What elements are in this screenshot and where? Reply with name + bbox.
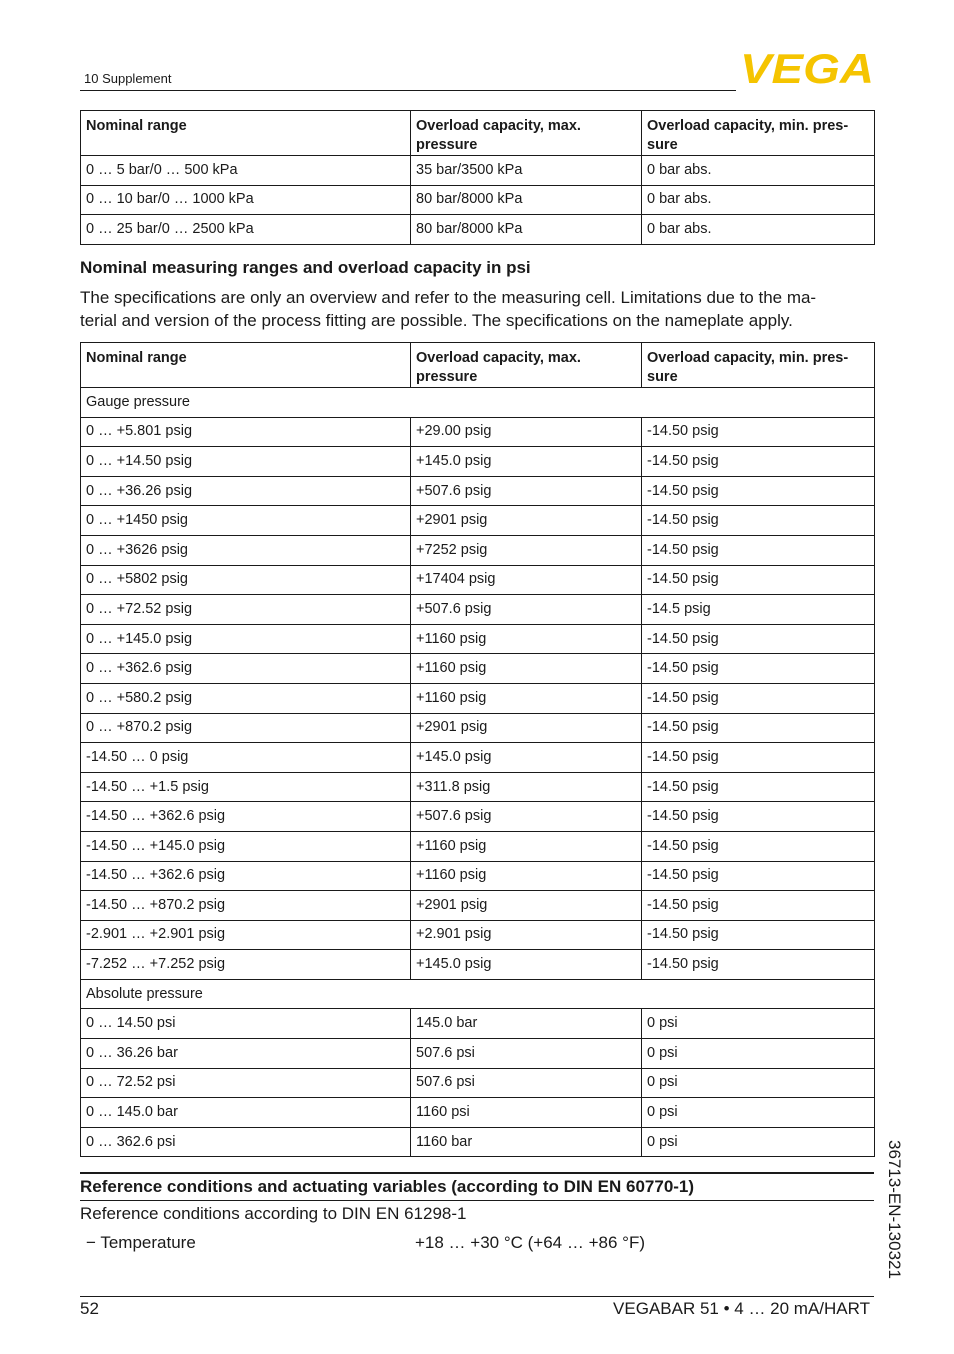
overload-min-cell: 0 bar abs. — [642, 185, 875, 215]
document-id: 36713-EN-130321 — [885, 1140, 904, 1279]
overload-max-cell: +145.0 psig — [411, 447, 642, 477]
nominal-range-cell: 0 … 145.0 bar — [81, 1098, 411, 1128]
overload-max-cell: +1160 psig — [411, 624, 642, 654]
table-header-row — [81, 111, 875, 156]
table-row — [81, 831, 875, 861]
overload-max-cell: +2.901 psig — [411, 920, 642, 950]
overload-min-cell: 0 psi — [642, 1039, 875, 1069]
overload-max-cell: +507.6 psig — [411, 476, 642, 506]
overload-min-cell: -14.50 psig — [642, 624, 875, 654]
nominal-range-cell: 0 … 36.26 bar — [81, 1039, 411, 1069]
table-row — [81, 565, 875, 595]
table-row — [81, 713, 875, 743]
overload-max-cell: +145.0 psig — [411, 743, 642, 773]
nominal-range-cell: 0 … +362.6 psig — [81, 654, 411, 684]
overload-max-cell: +1160 psig — [411, 861, 642, 891]
overload-max-cell: 35 bar/3500 kPa — [411, 156, 642, 186]
overload-max-cell: +311.8 psig — [411, 772, 642, 802]
overload-max-cell: +1160 psig — [411, 683, 642, 713]
header-rule — [80, 90, 736, 91]
table-row — [81, 624, 875, 654]
reference-rule-top — [80, 1172, 874, 1174]
nominal-range-cell: 0 … 362.6 psi — [81, 1127, 411, 1157]
overload-min-cell: -14.50 psig — [642, 831, 875, 861]
overload-min-cell: 0 bar abs. — [642, 156, 875, 186]
nominal-range-cell: 0 … 10 bar/0 … 1000 kPa — [81, 185, 411, 215]
reference-subheading: Reference conditions according to DIN EN 61298-1 — [80, 1204, 467, 1223]
nominal-range-header: Nominal range — [81, 343, 411, 388]
group-row-absolute — [81, 979, 875, 1009]
overload-min-cell: -14.50 psig — [642, 417, 875, 447]
overload-max-header: Overload capacity, max. pressure — [411, 343, 642, 388]
table-row — [81, 743, 875, 773]
overload-max-cell: +1160 psig — [411, 831, 642, 861]
overload-min-cell: -14.50 psig — [642, 713, 875, 743]
overload-max-header: Overload capacity, max. pressure — [411, 111, 642, 156]
overload-max-cell: +1160 psig — [411, 654, 642, 684]
overload-min-cell: -14.50 psig — [642, 920, 875, 950]
page-number: 52 — [80, 1299, 99, 1318]
overload-max-cell: +507.6 psig — [411, 595, 642, 625]
nominal-range-cell: 0 … +36.26 psig — [81, 476, 411, 506]
overload-min-cell: -14.50 psig — [642, 772, 875, 802]
overload-max-cell: 1160 psi — [411, 1098, 642, 1128]
footer-rule — [80, 1296, 874, 1297]
overload-min-cell: 0 bar abs. — [642, 215, 875, 245]
table-row — [81, 654, 875, 684]
table-row — [81, 802, 875, 832]
overload-max-cell: +2901 psig — [411, 506, 642, 536]
temperature-value: +18 … +30 °C (+64 … +86 °F) — [415, 1233, 645, 1252]
overload-max-cell: 145.0 bar — [411, 1009, 642, 1039]
absolute-pressure-label: Absolute pressure — [81, 979, 875, 1009]
overload-min-cell: -14.50 psig — [642, 802, 875, 832]
psi-paragraph-line-2: terial and version of the process fitting are possible. The specifications on the nameplate apply. — [80, 311, 793, 330]
table-row — [81, 417, 875, 447]
overload-max-cell: 507.6 psi — [411, 1039, 642, 1069]
overload-min-cell: 0 psi — [642, 1009, 875, 1039]
overload-min-cell: 0 psi — [642, 1098, 875, 1128]
temperature-label: − Temperature — [86, 1233, 196, 1252]
nominal-range-cell: 0 … +5802 psig — [81, 565, 411, 595]
overload-min-cell: -14.50 psig — [642, 654, 875, 684]
overload-min-cell: -14.50 psig — [642, 891, 875, 921]
vega-logo-text: VEGA — [740, 50, 874, 86]
overload-min-cell: -14.50 psig — [642, 683, 875, 713]
overload-min-header: Overload capacity, min. pres-sure — [642, 343, 875, 388]
psi-paragraph — [80, 286, 874, 332]
nominal-range-cell: -14.50 … +870.2 psig — [81, 891, 411, 921]
section-label: 10 Supplement — [84, 71, 172, 86]
table-row — [81, 861, 875, 891]
nominal-range-cell: 0 … +3626 psig — [81, 535, 411, 565]
overload-max-cell: 1160 bar — [411, 1127, 642, 1157]
nominal-range-cell: 0 … +1450 psig — [81, 506, 411, 536]
table-row — [81, 772, 875, 802]
nominal-range-cell: 0 … +580.2 psig — [81, 683, 411, 713]
overload-min-cell: 0 psi — [642, 1068, 875, 1098]
table-row — [81, 1039, 875, 1069]
nominal-range-cell: 0 … +5.801 psig — [81, 417, 411, 447]
table-row — [81, 156, 875, 186]
psi-heading: Nominal measuring ranges and overload capacity in psi — [80, 258, 531, 277]
nominal-range-cell: -14.50 … +145.0 psig — [81, 831, 411, 861]
table-row — [81, 506, 875, 536]
overload-min-cell: -14.50 psig — [642, 565, 875, 595]
table-row — [81, 215, 875, 245]
table-row — [81, 185, 875, 215]
overload-min-cell: -14.50 psig — [642, 447, 875, 477]
nominal-range-cell: 0 … +870.2 psig — [81, 713, 411, 743]
overload-min-cell: -14.50 psig — [642, 535, 875, 565]
nominal-range-cell: -14.50 … +362.6 psig — [81, 861, 411, 891]
overload-max-cell: +17404 psig — [411, 565, 642, 595]
bar-range-table — [80, 110, 875, 245]
overload-max-cell: +2901 psig — [411, 713, 642, 743]
psi-range-table — [80, 342, 875, 1157]
overload-max-cell: +29.00 psig — [411, 417, 642, 447]
overload-max-cell: +507.6 psig — [411, 802, 642, 832]
overload-max-cell: +2901 psig — [411, 891, 642, 921]
nominal-range-cell: -2.901 … +2.901 psig — [81, 920, 411, 950]
table-row — [81, 595, 875, 625]
nominal-range-cell: 0 … 14.50 psi — [81, 1009, 411, 1039]
overload-min-header: Overload capacity, min. pres-sure — [642, 111, 875, 156]
nominal-range-header: Nominal range — [81, 111, 411, 156]
nominal-range-cell: 0 … +14.50 psig — [81, 447, 411, 477]
table-row — [81, 535, 875, 565]
overload-max-cell: +7252 psig — [411, 535, 642, 565]
overload-max-cell: 507.6 psi — [411, 1068, 642, 1098]
overload-min-cell: -14.50 psig — [642, 950, 875, 980]
nominal-range-cell: 0 … 25 bar/0 … 2500 kPa — [81, 215, 411, 245]
nominal-range-cell: -14.50 … +362.6 psig — [81, 802, 411, 832]
overload-min-cell: -14.50 psig — [642, 476, 875, 506]
table-row — [81, 683, 875, 713]
overload-min-cell: 0 psi — [642, 1127, 875, 1157]
psi-paragraph-line-1: The specifications are only an overview and refer to the measuring cell. Limitations due to the ma- — [80, 288, 817, 307]
nominal-range-cell: -7.252 … +7.252 psig — [81, 950, 411, 980]
table-header-row — [81, 343, 875, 388]
table-row — [81, 447, 875, 477]
table-row — [81, 1068, 875, 1098]
table-row — [81, 920, 875, 950]
group-row-gauge — [81, 388, 875, 418]
table-row — [81, 891, 875, 921]
reference-heading: Reference conditions and actuating variables (according to DIN EN 60770-1) — [80, 1177, 695, 1196]
table-row — [81, 950, 875, 980]
nominal-range-cell: -14.50 … 0 psig — [81, 743, 411, 773]
overload-min-cell: -14.5 psig — [642, 595, 875, 625]
product-name: VEGABAR 51 • 4 … 20 mA/HART — [613, 1299, 870, 1318]
reference-rule-bottom — [80, 1200, 874, 1201]
overload-max-cell: 80 bar/8000 kPa — [411, 185, 642, 215]
nominal-range-cell: 0 … +72.52 psig — [81, 595, 411, 625]
overload-min-cell: -14.50 psig — [642, 861, 875, 891]
nominal-range-cell: -14.50 … +1.5 psig — [81, 772, 411, 802]
overload-min-cell: -14.50 psig — [642, 743, 875, 773]
vega-logo — [740, 50, 874, 86]
overload-max-cell: +145.0 psig — [411, 950, 642, 980]
nominal-range-cell: 0 … +145.0 psig — [81, 624, 411, 654]
table-row — [81, 1009, 875, 1039]
gauge-pressure-label: Gauge pressure — [81, 388, 875, 418]
overload-max-cell: 80 bar/8000 kPa — [411, 215, 642, 245]
table-row — [81, 476, 875, 506]
nominal-range-cell: 0 … 72.52 psi — [81, 1068, 411, 1098]
overload-min-cell: -14.50 psig — [642, 506, 875, 536]
nominal-range-cell: 0 … 5 bar/0 … 500 kPa — [81, 156, 411, 186]
table-row — [81, 1098, 875, 1128]
table-row — [81, 1127, 875, 1157]
